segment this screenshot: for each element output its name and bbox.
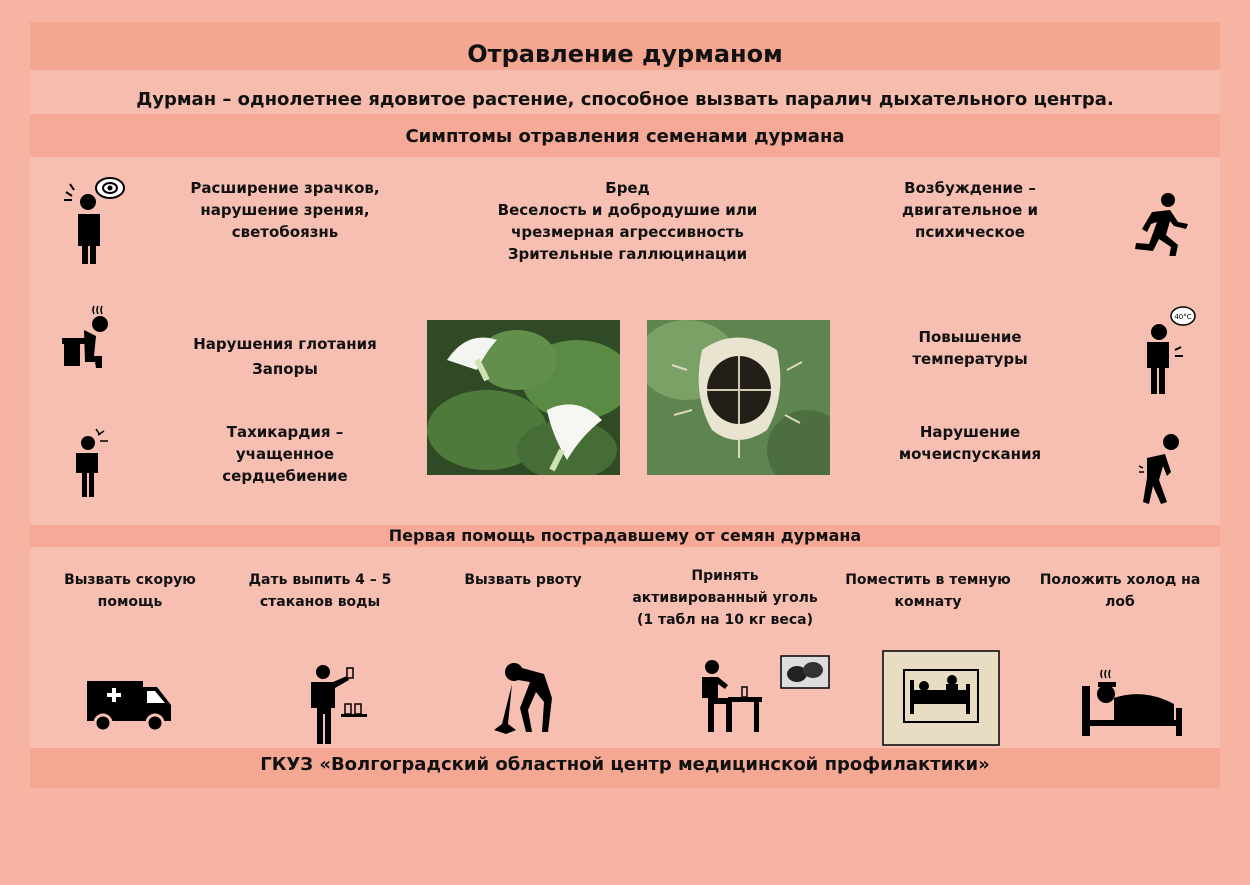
bladder-pain-icon	[1137, 432, 1187, 504]
datura-flower-photo	[427, 320, 620, 475]
poster	[30, 22, 1220, 788]
aid-line: Вызвать скорую	[64, 572, 196, 588]
symptom-tachycardia	[170, 421, 400, 487]
fever-icon	[1135, 304, 1197, 396]
symptom-line: Повышение	[918, 328, 1022, 346]
aid-line: помощь	[97, 594, 163, 610]
symptom-line: нарушение зрения,	[200, 201, 370, 219]
symptom-line: Нарушения глотания	[193, 335, 377, 353]
footer: ГКУЗ «Волгоградский областной центр медицинской профилактики»	[30, 748, 1220, 788]
symptom-line: Расширение зрачков,	[190, 179, 380, 197]
symptom-line: двигательное и	[902, 201, 1038, 219]
first-aid-heading: Первая помощь пострадавшему от семян дурмана	[30, 525, 1220, 547]
aid-drink-water	[230, 569, 410, 613]
aid-line: комнату	[894, 594, 962, 610]
aid-dark-room	[838, 569, 1018, 613]
symptom-urination	[870, 421, 1070, 465]
symptom-line: Бред	[605, 179, 650, 197]
aid-line: Принять	[691, 568, 759, 584]
charcoal-icon	[780, 655, 830, 689]
aid-cold-forehead	[1030, 569, 1210, 613]
symptom-line: психическое	[915, 223, 1025, 241]
vomit-icon	[492, 660, 558, 736]
symptom-line: чрезмерная агрессивность	[511, 223, 744, 241]
thermometer-label: 40°C	[1174, 313, 1192, 321]
symptom-line: мочеиспускания	[898, 445, 1042, 463]
symptom-line: Запоры	[252, 360, 318, 378]
page-title: Отравление дурманом	[30, 22, 1220, 70]
subtitle: Дурман – однолетнее ядовитое растение, способное вызвать паралич дыхательного центра.	[30, 70, 1220, 114]
symptom-line: учащенное	[235, 445, 335, 463]
symptom-temperature	[870, 326, 1070, 370]
symptom-pupils	[170, 177, 400, 243]
aid-charcoal	[630, 565, 820, 631]
aid-line: лоб	[1105, 594, 1135, 610]
aid-line: (1 табл на 10 кг веса)	[636, 612, 814, 628]
symptom-line: светобоязнь	[231, 223, 339, 241]
aid-line: Положить холод на	[1039, 572, 1201, 588]
symptom-excitation	[870, 177, 1070, 243]
symptom-line: Веселость и добродушие или	[497, 201, 758, 219]
heart-pain-icon	[66, 427, 116, 497]
aid-induce-vomiting	[433, 569, 613, 591]
symptom-line: Возбуждение –	[904, 179, 1036, 197]
toilet-icon	[60, 304, 110, 372]
runner-icon	[1130, 192, 1192, 256]
symptom-delirium	[460, 177, 795, 265]
sick-bed-icon	[1080, 668, 1184, 738]
aid-line: Вызвать рвоту	[464, 572, 582, 588]
symptom-line: Тахикардия –	[226, 423, 344, 441]
aid-call-ambulance	[40, 569, 220, 613]
charcoal-person-icon	[698, 657, 768, 733]
aid-line: Поместить в темную	[845, 572, 1011, 588]
eye-pain-icon	[58, 174, 138, 269]
aid-line: активированный уголь	[632, 590, 818, 606]
aid-line: стаканов воды	[259, 594, 381, 610]
dark-room-icon	[882, 650, 1000, 746]
aid-line: Дать выпить 4 – 5	[248, 572, 392, 588]
symptom-swallowing	[170, 332, 400, 382]
symptom-line: температуры	[912, 350, 1028, 368]
symptom-line: Нарушение	[919, 423, 1021, 441]
water-glass-icon	[303, 664, 369, 744]
symptom-line: сердцебиение	[222, 467, 348, 485]
datura-seedpod-photo	[647, 320, 830, 475]
symptoms-heading: Симптомы отравления семенами дурмана	[30, 114, 1220, 157]
ambulance-icon	[85, 677, 175, 733]
symptom-line: Зрительные галлюцинации	[507, 245, 748, 263]
